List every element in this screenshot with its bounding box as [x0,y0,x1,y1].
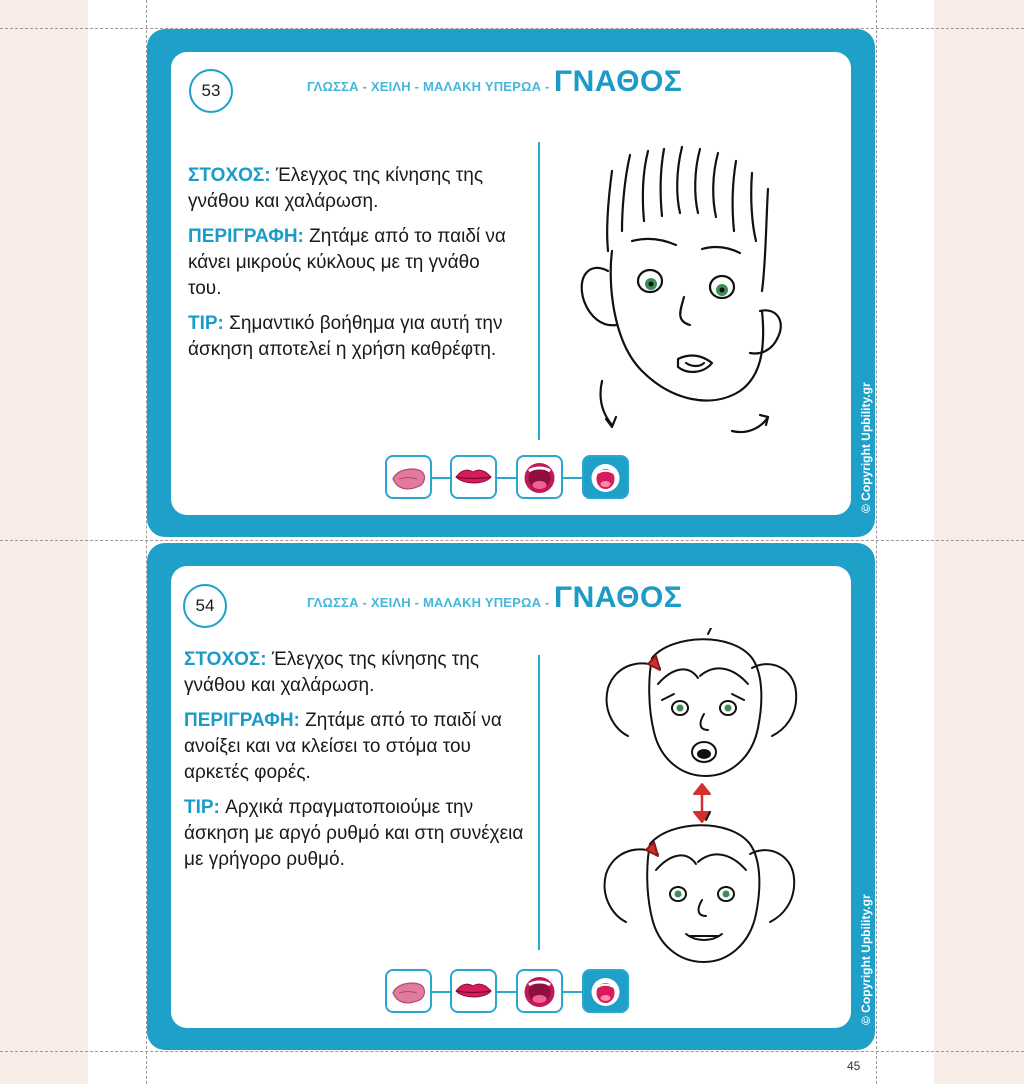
card-number: 53 [189,69,233,113]
jaw-icon[interactable] [582,455,629,499]
boy-face-illustration [572,141,802,446]
jaw-icon[interactable] [582,969,629,1013]
tip-text: Αρχικά πραγματοποιούμε την άσκηση με αργό ρυθμό και στη συνέχεια με γρήγορο ρυθμό. [184,797,524,870]
tip-paragraph [184,795,524,873]
goal-label: ΣΤΟΧΟΣ: [184,649,267,670]
divider [538,142,540,440]
girl-faces-illustration [602,628,802,968]
cut-line-middle [0,540,1024,541]
tip-text: Σημαντικό βοήθημα για αυτή την άσκηση αποτελεί η χρήση καθρέφτη. [188,313,503,360]
goal-paragraph [188,163,518,215]
tip-paragraph [188,311,518,363]
exercise-card-54 [147,543,875,1050]
goal-paragraph [184,647,524,699]
copyright-text: © Copyright Upbility.gr [859,382,873,513]
description-text: Ζητάμε από το παιδί να ανοίξει και να κλείσει το στόμα του αρκετές φορές. [184,710,502,783]
header-categories: ΓΛΩΣΣΑ - ΧΕΙΛΗ - ΜΑΛΑΚΗ ΥΠΕΡΩΑ - [307,79,550,94]
divider [538,655,540,950]
card-number: 54 [183,584,227,628]
card-text [188,163,518,372]
description-paragraph [184,708,524,786]
soft-palate-icon[interactable] [516,455,563,499]
tongue-icon[interactable] [385,969,432,1013]
goal-text: Έλεγχος της κίνησης της γνάθου και χαλάρωση. [188,165,483,212]
description-label: ΠΕΡΙΓΡΑΦΗ: [188,226,304,247]
card-header [307,581,682,615]
description-label: ΠΕΡΙΓΡΑΦΗ: [184,710,300,731]
goal-label: ΣΤΟΧΟΣ: [188,165,271,186]
header-title: ΓΝΑΘΟΣ [554,581,683,614]
cut-line-bottom [0,1051,1024,1052]
description-paragraph [188,224,518,302]
header-categories: ΓΛΩΣΣΑ - ΧΕΙΛΗ - ΜΑΛΑΚΗ ΥΠΕΡΩΑ - [307,595,550,610]
tongue-icon[interactable] [385,455,432,499]
tip-label: TIP: [188,313,224,334]
header-title: ΓΝΑΘΟΣ [554,65,683,98]
cut-line-right [876,0,877,1084]
lips-icon[interactable] [450,969,497,1013]
card-text [184,647,524,882]
copyright-text: © Copyright Upbility.gr [859,894,873,1025]
tip-label: TIP: [184,797,220,818]
exercise-card-53 [147,29,875,537]
page-number: 45 [847,1059,861,1073]
description-text: Ζητάμε από το παιδί να κάνει μικρούς κύκλους με τη γνάθο του. [188,226,506,299]
lips-icon[interactable] [450,455,497,499]
goal-text: Έλεγχος της κίνησης της γνάθου και χαλάρωση. [184,649,479,696]
soft-palate-icon[interactable] [516,969,563,1013]
card-header [307,65,682,99]
